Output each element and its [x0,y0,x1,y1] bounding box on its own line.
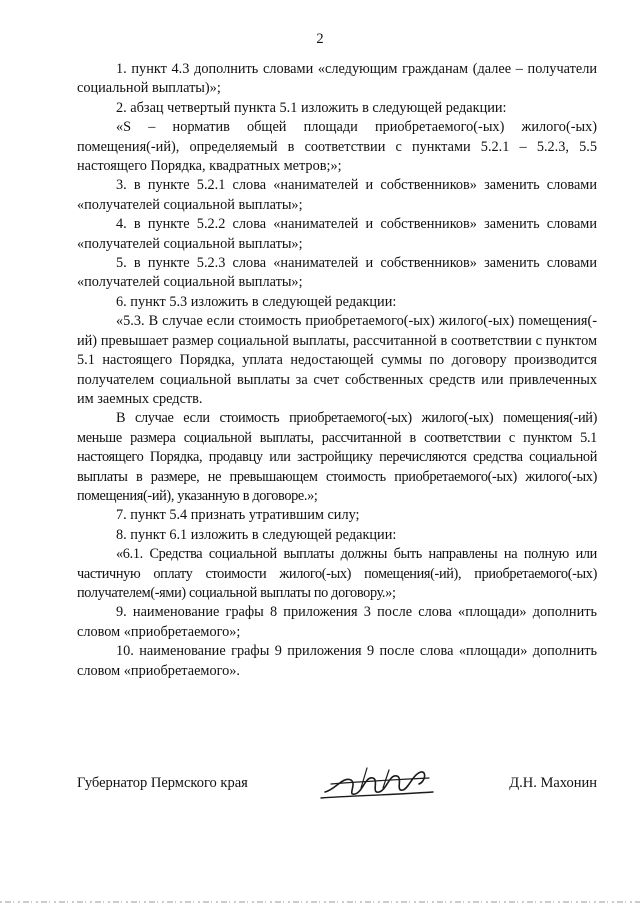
item-10: 10. наименование графы 9 приложения 9 после слова «площади» дополнить словом «приобретаемого». [77,643,597,679]
handwritten-signature [317,762,437,806]
document-body [77,60,597,681]
item-6-quote-paragraph-2: В случае если стоимость приобретаемого(-ых) жилого(-ых) помещения(-ий) меньше размера социальной выплаты, рассчитанной в соответствии с пунктом 5.1 настоящего Порядка, продавцу или застройщику перечисляются средства социальной выплаты в размере, не превышающем стоимость приобретаемого(-ых) жилого(-ых) помещения(-ий), указанную в договоре.»; [77,410,597,504]
item-8-quote: «6.1. Средства социальной выплаты должны быть направлены на полную или частичную оплату стоимости жилого(-ых) помещения(-ий), приобретаемого(-ых) получателем(-ями) социальной выплаты по договору.»; [77,546,597,601]
item-4: 4. в пункте 5.2.2 слова «нанимателей и собственников» заменить словами «получателей социальной выплаты»; [77,216,597,252]
page-number: 2 [316,31,324,47]
item-2: 2. абзац четвертый пункта 5.1 изложить в следующей редакции: [116,99,507,116]
item-3: 3. в пункте 5.2.1 слова «нанимателей и собственников» заменить словами «получателей социальной выплаты»; [77,177,597,213]
scan-edge-artifact [0,899,640,905]
signature-block [77,768,597,808]
signatory-name: Д.Н. Махонин [509,775,597,791]
item-2-quote: «S – норматив общей площади приобретаемого(-ых) жилого(-ых) помещения(-ий), определяемый в соответствии с пунктами 5.2.1 – 5.2.3, 5.5 настоящего Порядка, квадратных метров;»; [77,119,597,175]
item-8: 8. пункт 6.1 изложить в следующей редакции: [116,526,397,543]
signatory-position: Губернатор Пермского края [77,775,248,791]
item-1: 1. пункт 4.3 дополнить словами «следующим гражданам (далее – получатели социальной выплаты)»; [77,61,597,97]
item-6: 6. пункт 5.3 изложить в следующей редакции: [116,293,397,310]
item-6-quote-paragraph-1: «5.3. В случае если стоимость приобретаемого(-ых) жилого(-ых) помещения(-ий) превышает размер социальной выплаты, рассчитанной в соответствии с пунктом 5.1 настоящего Порядка, уплата недостающей суммы по договору производится получателем социальной выплаты за счет собственных средств или привлеченных им заемных средств. [77,313,597,407]
item-5: 5. в пункте 5.2.3 слова «нанимателей и собственников» заменить словами «получателей социальной выплаты»; [77,255,597,291]
item-7: 7. пункт 5.4 признать утратившим силу; [116,507,360,524]
item-9: 9. наименование графы 8 приложения 3 после слова «площади» дополнить словом «приобретаемого»; [77,604,597,640]
